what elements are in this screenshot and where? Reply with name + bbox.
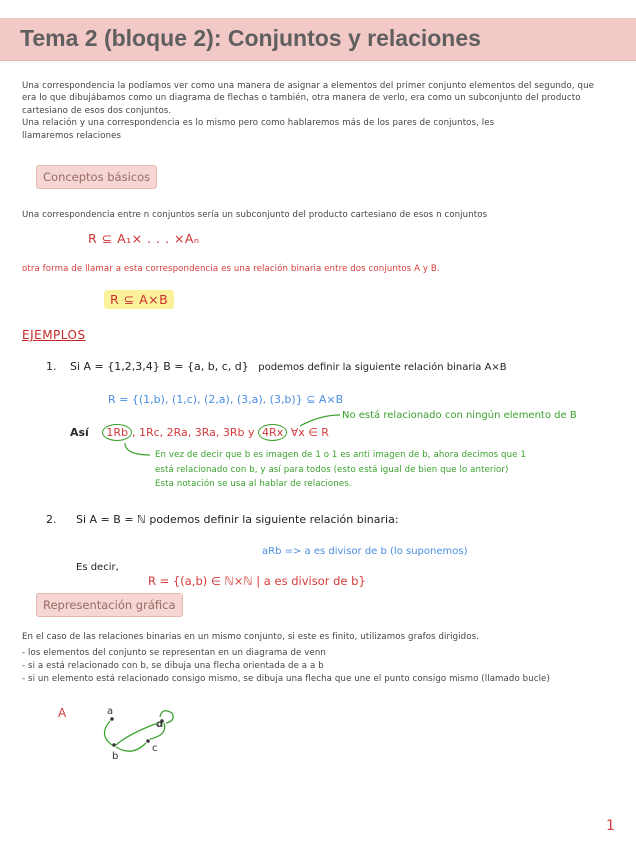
formula-binary-highlight: R ⊆ A×B [104,290,174,309]
ejemplos-heading: EJEMPLOS [22,328,86,342]
edge-a-b [104,721,112,745]
example-2-number: 2. [46,513,57,526]
node-label-b: b [112,751,119,762]
bullet-item: - si un elemento está relacionado consigo mismo, se dibuja una flecha que une el punto consigo mismo (llamado bucle) [22,674,550,684]
intro-line: cartesiano de esos dos conjuntos. [22,105,172,116]
intro-line: Una relación y una correspondencia es lo mismo pero como hablaremos más de los pares de conjuntos, les [22,118,495,129]
conceptos-text-1: Una correspondencia entre n conjuntos sería un subconjunto del producto cartesiano de esos n conjuntos [22,210,488,220]
conceptos-text-2: otra forma de llamar a esta correspondencia es una relación binaria entre dos conjuntos A y B. [22,264,440,274]
edge-b-d [116,723,158,745]
example-2-statement: Si A = B = ℕ podemos definir la siguiente relación binaria: [76,513,399,526]
node-c-dot [146,739,150,743]
edge-b-c [116,743,146,751]
node-label-a: a [107,706,114,717]
asi-label: Así [70,426,89,439]
page-number: 1 [606,818,615,834]
set-label-A: A [58,706,67,720]
example-1-green-note: No está relacionado con ningún elemento de B [342,410,577,421]
bullet-item: - los elementos del conjunto se representan en un diagrama de venn [22,648,326,658]
es-decir-label: Es decir, [76,562,119,573]
directed-graph [90,705,190,765]
arrow-1Rb-note [125,443,150,455]
example-1-relation: R = {(1,b), (1,c), (2,a), (3,a), (3,b)} ⊆ A×B [108,393,344,406]
example-1-notes [155,448,526,492]
node-b-dot [112,743,116,747]
circled-1Rb: 1Rb [102,424,132,441]
intro-line: era lo que dibujábamos como un diagrama de flechas o también, otra manera de verlo, era como un subconjunto del producto [22,93,581,104]
arrow-4Rx-note [300,415,340,426]
note-line: Esta notación se usa al hablar de relaciones. [155,479,352,489]
node-label-c: c [152,743,158,754]
bullet-item: - si a está relacionado con b, se dibuja una flecha orientada de a a b [22,661,324,671]
example-2-formula: R = {(a,b) ∈ ℕ×ℕ | a es divisor de b} [148,574,366,588]
example-1-number: 1. [46,360,57,373]
conceptos-basicos-chip: Conceptos básicos [36,165,157,189]
example-2-blue-note: aRb => a es divisor de b (lo suponemos) [262,546,468,557]
representacion-grafica-chip: Representación gráfica [36,593,183,617]
representacion-intro: En el caso de las relaciones binarias en un mismo conjunto, si este es finito, utilizamos grafos dirigidos. [22,632,479,642]
intro-line: llamaremos relaciones [22,130,122,141]
formula-cartesian-n: R ⊆ A₁× . . . ×Aₙ [88,231,200,246]
relations-list: , 1Rc, 2Ra, 3Ra, 3Rb y [131,426,255,439]
intro-line: Una correspondencia la podíamos ver como una manera de asignar a elementos del primer conjunto elementos del segundo, que [22,81,594,91]
circled-4Rx: 4Rx [258,424,287,441]
node-label-d: d [156,719,164,730]
note-line: está relacionado con b, y así para todos (esto está igual de bien que lo anterior) [155,464,509,475]
for-all-x: ∀x ∈ R [287,426,329,439]
note-line: En vez de decir que b es imagen de 1 o 1 es anti imagen de b, ahora decimos que 1 [155,450,526,460]
page-title: Tema 2 (bloque 2): Conjuntos y relaciones [20,25,481,51]
node-a-dot [110,717,114,721]
representacion-bullets [22,647,550,686]
example-1-define: podemos definir la siguiente relación binaria A×B [258,362,507,373]
example-1-sets: Si A = {1,2,3,4} B = {a, b, c, d} [70,360,249,373]
